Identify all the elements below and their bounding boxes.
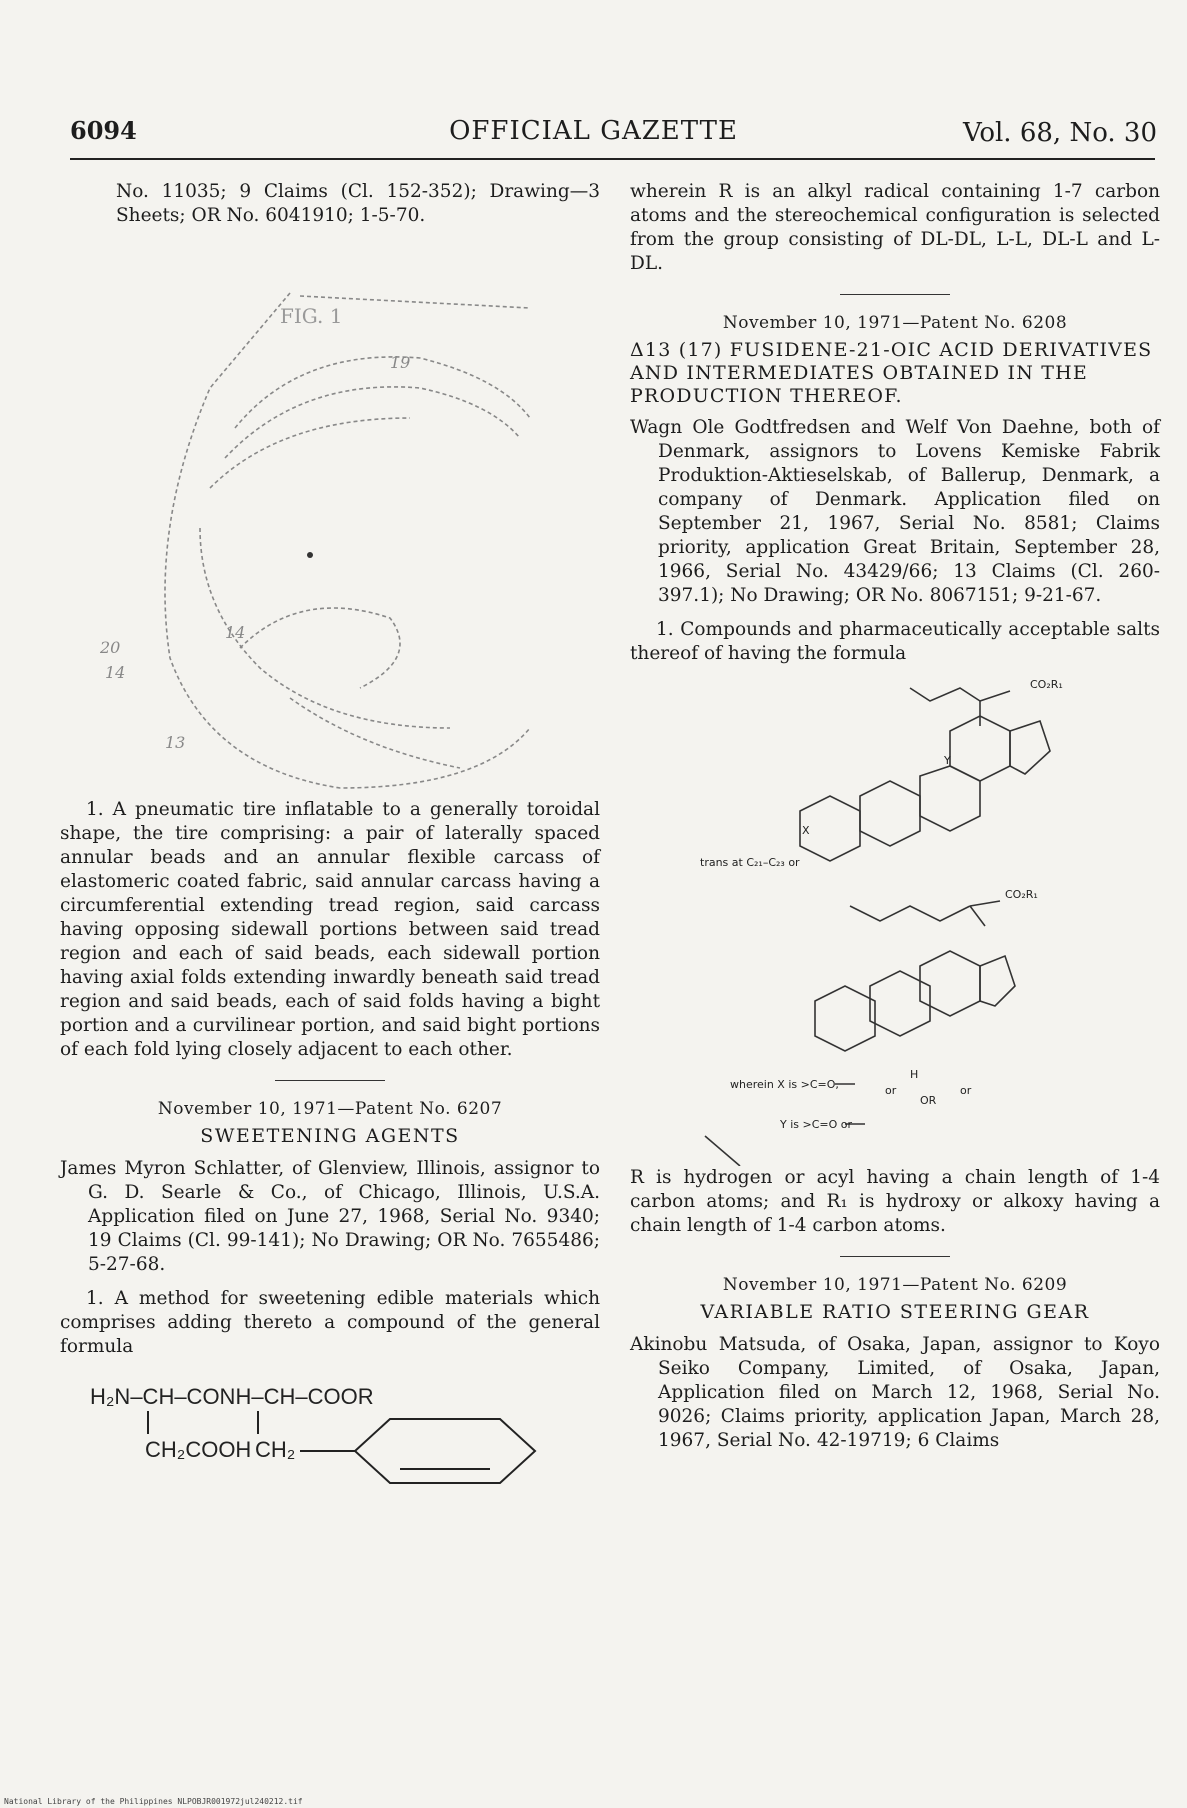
patent-body-6208: Wagn Ole Godtfredsen and Welf Von Daehne, both of Denmark, assignors to Lovens Kemiske Fabrik Produktion-Aktieselskab, of Ballerup, Denmark, a company of Denmark. Application filed on September 21, 1967, Serial No. 8581; Claims priority, application Great Britain, September 28, 1966, Serial No. 43429/66; 13 Claims (Cl. 260-397.1); No Drawing; OR No. 8067151; 9-21-67. [630, 417, 1160, 606]
figure-ref: 14 [225, 623, 246, 642]
figure-label: FIG. 1 [280, 304, 343, 328]
patent-title-6207: SWEETENING AGENTS [200, 1125, 460, 1147]
figure-ref: 20 [100, 638, 121, 657]
patent-after-6208: R is hydrogen or acyl having a chain length of 1-4 carbon atoms; and R₁ is hydroxy or alkoxy having a chain length of 1-4 carbon atoms. [630, 1167, 1160, 1236]
formula-line-1: H₂N–CH–CONH–CH–COOR [90, 1384, 374, 1409]
struct-y-label: Y [944, 754, 951, 767]
header-rule [70, 158, 1155, 160]
struct-or: or [960, 1084, 972, 1097]
tire-figure [60, 228, 600, 798]
scan-footer: National Library of the Philippines NLPOBJR001972jul240212.tif [4, 1797, 303, 1806]
patent-date-6207: November 10, 1971—Patent No. 6207 [157, 1099, 503, 1119]
patent-date-6208: November 10, 1971—Patent No. 6208 [722, 313, 1068, 333]
separator [275, 1080, 385, 1081]
struct-or-sub: OR [920, 1094, 937, 1107]
struct-group-1: CO₂R₁ [1030, 678, 1063, 691]
right-column [630, 180, 1160, 1453]
struct-h: H [910, 1068, 919, 1081]
separator [840, 294, 950, 295]
struct-group-2: CO₂R₁ [1005, 888, 1038, 901]
sweetener-formula [60, 1359, 600, 1499]
struct-y-is: Y is >C=O or [780, 1118, 853, 1131]
figure-ref: 13 [165, 733, 186, 752]
patent-title-6209: VARIABLE RATIO STEERING GEAR [700, 1301, 1090, 1323]
intro-line: No. 11035; 9 Claims (Cl. 152-352); Drawing—3 Sheets; OR No. 6041910; 1-5-70. [116, 181, 600, 226]
patent-body-6209: Akinobu Matsuda, of Osaka, Japan, assignor to Koyo Seiko Company, Limited, of Osaka, Japan, Application filed on March 12, 1968, Serial No. 9026; Claims priority, application Japan, March 28, 1967, Serial No. 42-19719; 6 Claims [630, 1334, 1160, 1451]
volume-number: Vol. 68, No. 30 [962, 118, 1157, 148]
struct-x-label: X [802, 824, 810, 837]
patent-claim-6207: 1. A method for sweetening edible materials which comprises adding thereto a compound of the general formula [60, 1288, 600, 1357]
patent-date-6209: November 10, 1971—Patent No. 6209 [722, 1275, 1068, 1295]
struct-trans: trans at C₂₁–C₂₃ or [700, 856, 800, 869]
patent-claim-6208: 1. Compounds and pharmaceutically acceptable salts thereof of having the formula [630, 619, 1160, 664]
struct-wherein-x: wherein X is >C=O, [730, 1078, 839, 1091]
struct-or2: or [885, 1084, 897, 1097]
separator [840, 1256, 950, 1257]
tire-claim: 1. A pneumatic tire inflatable to a generally toroidal shape, the tire comprising: a pair of laterally spaced annular beads and an annular flexible carcass of elastomeric coated fabric, said annular carcass having a circumferential extending tread region, said carcass having opposing sidewall portions between said tread region and each of said beads, each sidewall portion having axial folds extending inwardly beneath said tread region and said beads, each of said folds having a bight portion and a curvilinear portion, and said bight portions of each fold lying closely adjacent to each other. [60, 799, 600, 1060]
left-column [60, 180, 600, 1499]
patent-body-6207: James Myron Schlatter, of Glenview, Illinois, assignor to G. D. Searle & Co., of Chicago, Illinois, U.S.A. Application filed on June 27, 1968, Serial No. 9340; 19 Claims (Cl. 99-141); No Drawing; OR No. 7655486; 5-27-68. [60, 1158, 600, 1275]
gazette-title: OFFICIAL GAZETTE [449, 116, 738, 146]
figure-ref: 14 [105, 663, 126, 682]
fusidene-structures [630, 666, 1160, 1166]
patent-title-6208: Δ13 (17) FUSIDENE-21-OIC ACID DERIVATIVES AND INTERMEDIATES OBTAINED IN THE PRODUCTION THEREOF. [630, 339, 1153, 407]
figure-ref: 19 [390, 353, 411, 372]
continuation-text: wherein R is an alkyl radical containing 1-7 carbon atoms and the stereochemical configuration is selected from the group consisting of DL-DL, L-L, DL-L and L-DL. [630, 181, 1160, 274]
formula-line-2b: CH₂ [255, 1437, 296, 1462]
formula-line-2a: CH₂COOH [145, 1437, 252, 1462]
page-number: 6094 [70, 116, 137, 145]
